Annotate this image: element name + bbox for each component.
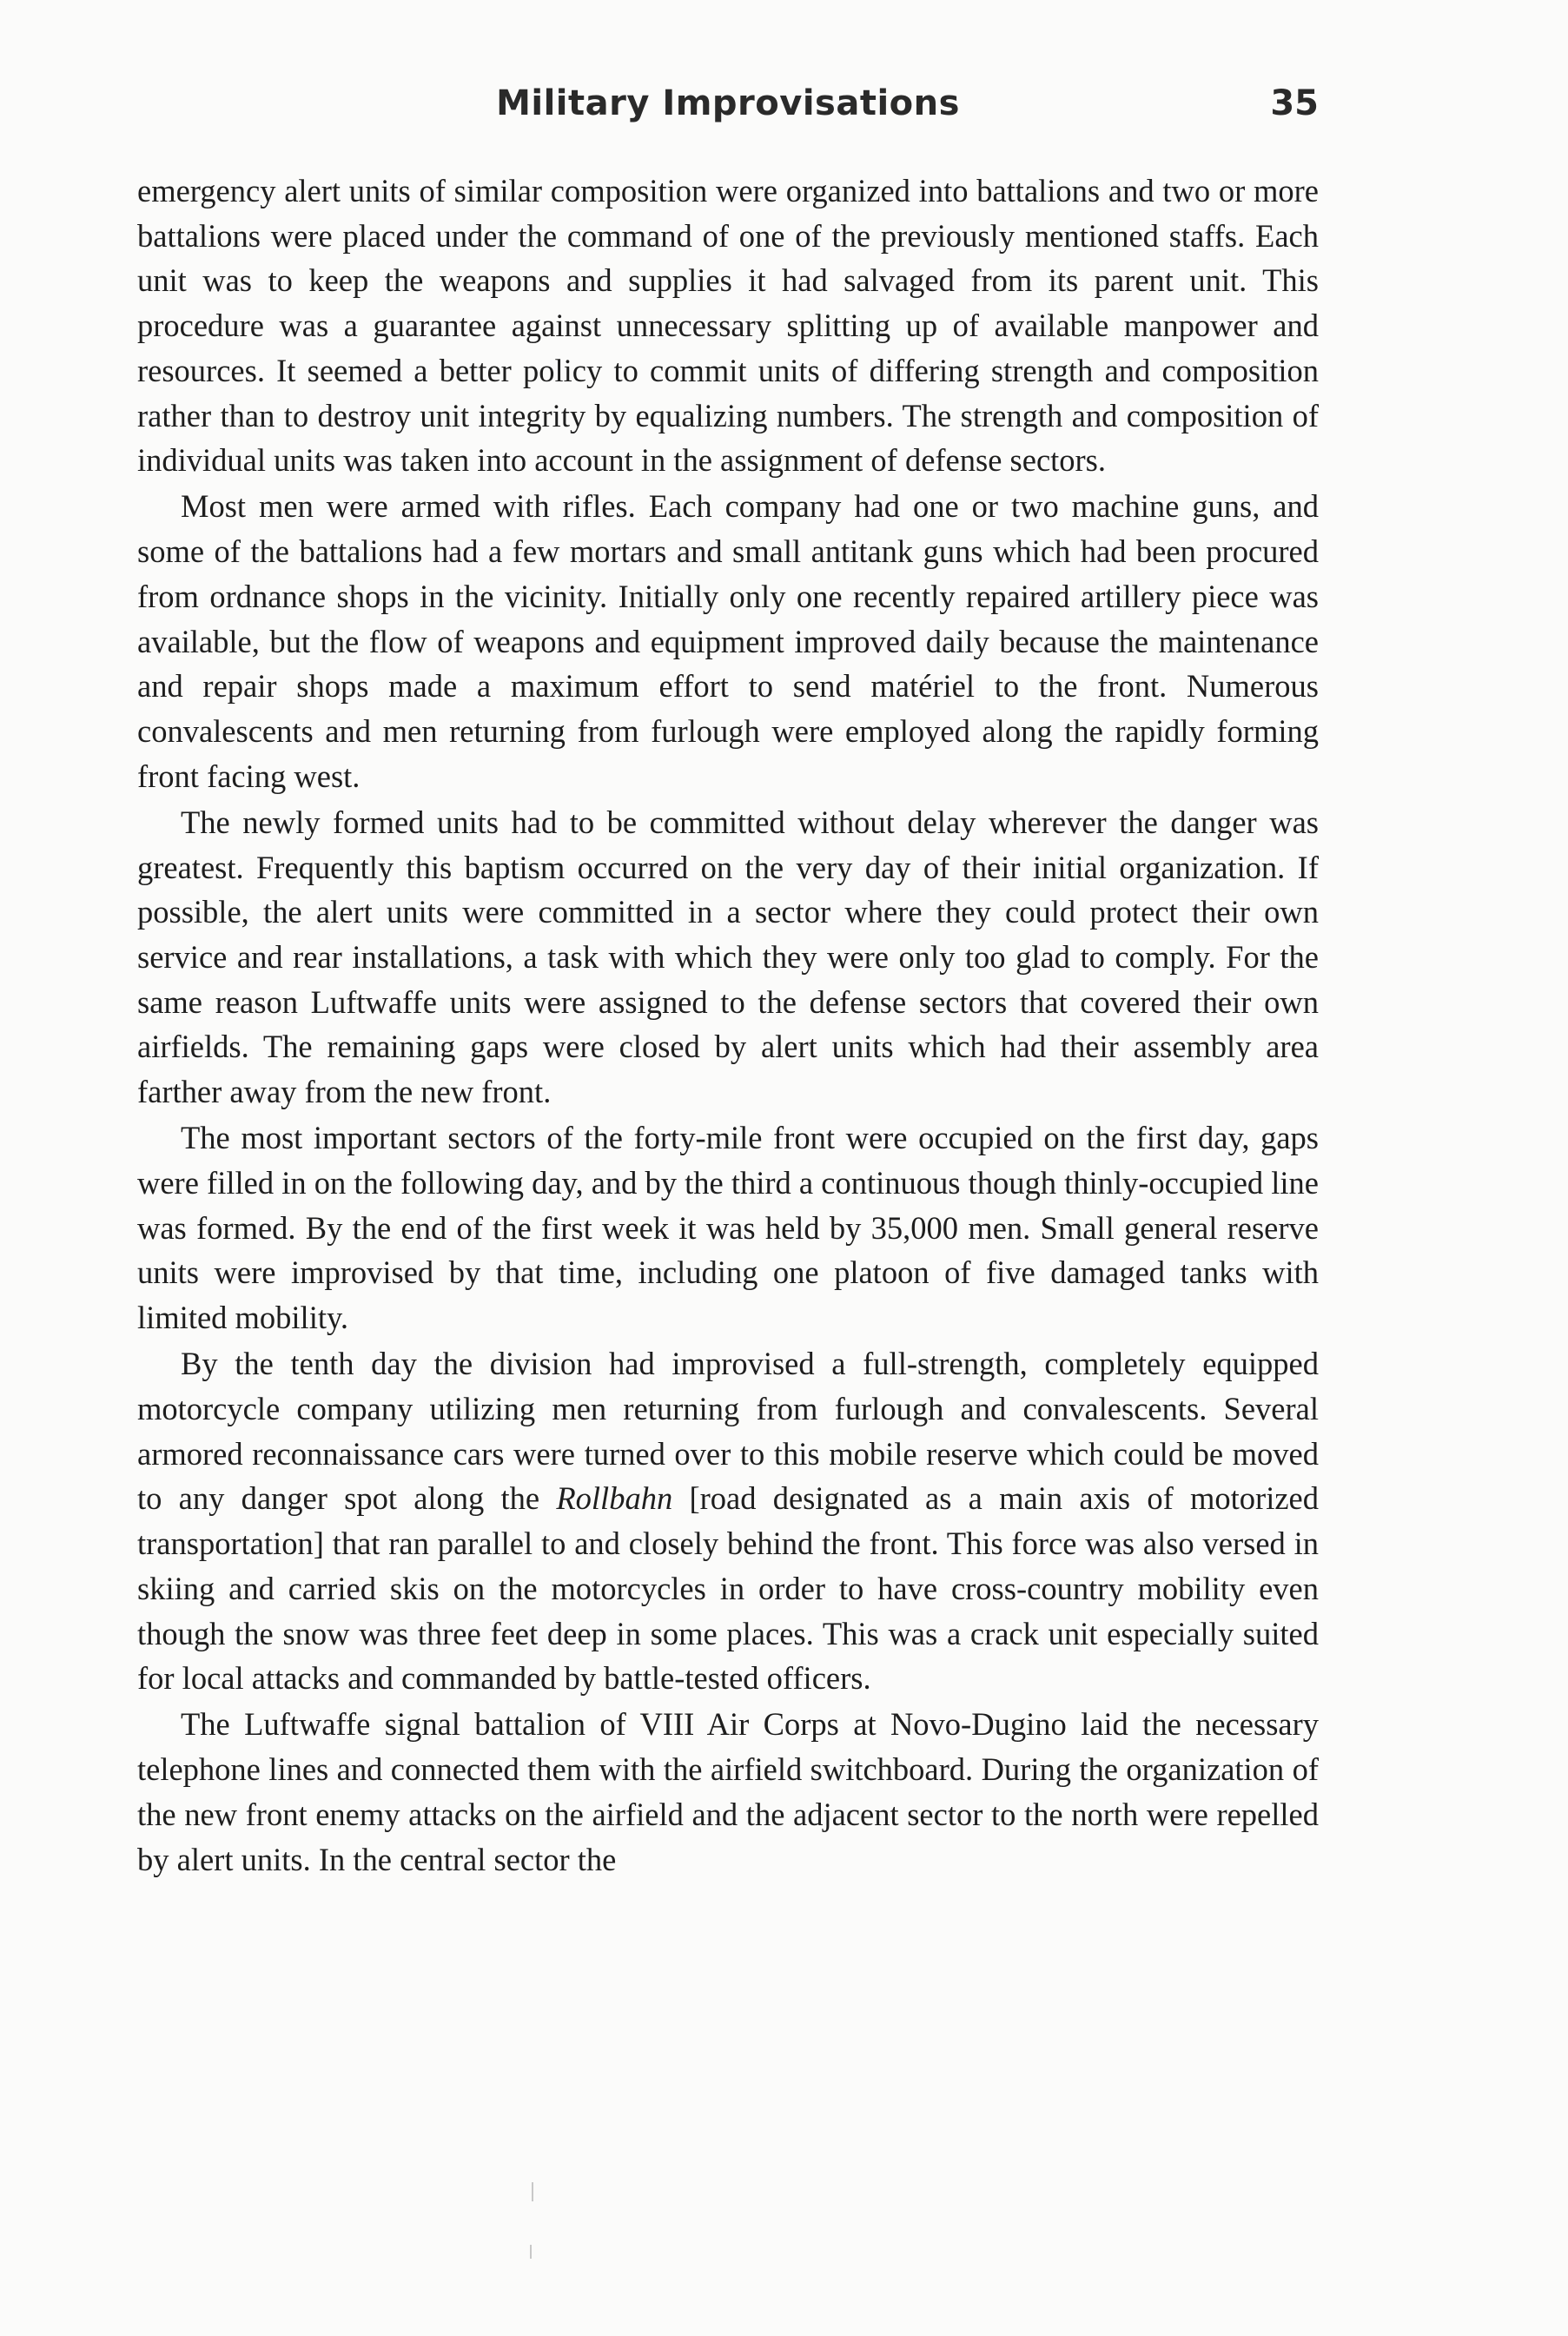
paragraph: emergency alert units of similar composition were organized into battalions and two or more battalions were placed under the command of one of the previously mentioned staffs. Each unit was to keep the weapons and supplies it had salvaged from its parent unit. This procedure was a guarantee against unnecessary splitting up of available manpower and resources. It seemed a better policy to commit units of differing strength and composition rather than to destroy unit integrity by equalizing numbers. The strength and composition of individual units was taken into account in the assignment of defense sectors. (137, 173, 1319, 479)
page-number: 35 (1270, 83, 1319, 123)
paragraph: The Luftwaffe signal battalion of VIII Air Corps at Novo-Dugino laid the necessary telephone lines and connected them with the airfield switchboard. During the organization of the new front enemy attacks on the airfield and the adjacent sector to the north were repelled by alert units. In the central sector the (137, 1706, 1319, 1877)
scan-mark (532, 2182, 533, 2201)
italic-term: Rollbahn (556, 1480, 673, 1517)
scan-mark (530, 2245, 532, 2259)
running-header (137, 83, 1319, 136)
paragraph-text: [road designated as a main axis of motorized transportation] that ran parallel to and closely behind the front. This force was also versed in skiing and carried skis on the motorcycles in order to have cross-country mobility even though the snow was three feet deep in some places. This was a crack unit especially suited for local attacks and commanded by battle-tested officers. (137, 1480, 1319, 1697)
body-text (137, 169, 1319, 1883)
paragraph (137, 1341, 1319, 1701)
paragraph: The most important sectors of the forty-mile front were occupied on the first day, gaps were filled in on the following day, and by the third a continuous though thinly-occupied line was formed. By the end of the first week it was held by 35,000 men. Small general reserve units were improvised by that time, including one platoon of five damaged tanks with limited mobility. (137, 1120, 1319, 1336)
paragraph-text: By the tenth day the division had improvised a full-strength, completely equipped motorcycle company utilizing men returning from furlough and convalescents. Several armored reconnaissance cars were turned over to this mobile reserve which could be moved to any danger spot along the (137, 1346, 1319, 1517)
paragraph: Most men were armed with rifles. Each company had one or two machine guns, and some of the battalions had a few mortars and small antitank guns which had been procured from ordnance shops in the vicinity. Initially only one recently repaired artillery piece was available, but the flow of weapons and equipment improved daily because the maintenance and repair shops made a maximum effort to send matériel to the front. Numerous convalescents and men returning from furlough were employed along the rapidly forming front facing west. (137, 488, 1319, 794)
paragraph: The newly formed units had to be committed without delay wherever the danger was greatest. Frequently this baptism occurred on the very day of their initial organization. If possible, the alert units were committed in a sector where they could protect their own service and rear installations, a task with which they were only too glad to comply. For the same reason Luftwaffe units were assigned to the defense sectors that covered their own airfields. The remaining gaps were closed by alert units which had their assembly area farther away from the new front. (137, 804, 1319, 1110)
running-title: Military Improvisations (496, 83, 960, 123)
